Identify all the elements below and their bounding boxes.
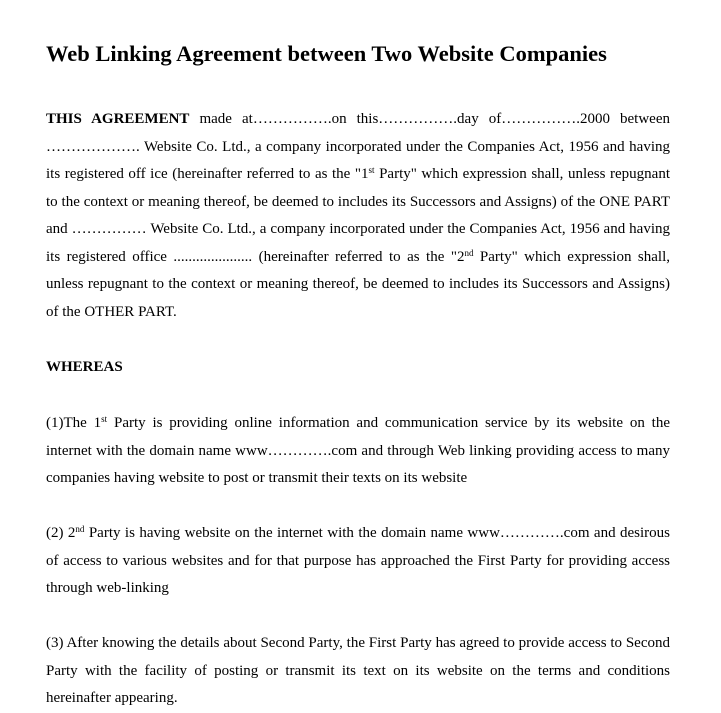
agreement-lead-bold: THIS AGREEMENT bbox=[46, 111, 190, 127]
document-title: Web Linking Agreement between Two Website Companies bbox=[46, 41, 607, 66]
whereas-clause-1 bbox=[46, 410, 670, 493]
whereas-heading: WHEREAS bbox=[46, 359, 123, 375]
clause-2-ordinal: nd bbox=[75, 524, 85, 534]
intro-text-2: Party" which expression shall, unless repugnant to the context or meaning thereof, be deemed to includes its Successors and Assigns) of the ONE PART and …………… Website Co. Ltd., a company incorporated under the Companies Act, 1956 and having its registered office ..................... (hereinafter referred to as the "2 bbox=[46, 166, 670, 265]
whereas-clause-3: (3) After knowing the details about Second Party, the First Party has agreed to provide access to Second Party with the facility of posting or transmit its text on its website on the terms and conditions hereinafter appearing. bbox=[46, 635, 670, 706]
intro-text-1: made at…………….on this…………….day of…………….2000 between ………………. Website Co. Ltd., a company incorporated under the Companies Act, 1956 and having its registered off ice (hereinafter referred to as the "1 bbox=[46, 111, 670, 182]
intro-text-3: Party" which expression shall, unless repugnant to the context or meaning thereof, be deemed to includes its Successors and Assigns) of the OTHER PART. bbox=[46, 248, 670, 320]
clause-2-text-1: (2) 2 bbox=[46, 525, 76, 541]
clause-1-text-2: Party is providing online information and communication service by its website on the internet with the domain name www………….com and through Web linking providing access to many companies having website to post or transmit their texts on its website bbox=[46, 415, 670, 486]
agreement-intro-paragraph bbox=[46, 106, 670, 326]
whereas-clause-2 bbox=[46, 520, 670, 603]
second-party-ordinal: nd bbox=[464, 247, 474, 258]
clause-1-ordinal: st bbox=[101, 414, 108, 424]
clause-1-text-1: (1)The 1 bbox=[46, 415, 102, 431]
clause-2-text-2: Party is having website on the internet with the domain name www………….com and desirous of access to various websites and for that purpose has approached the First Party for providing access through web-linking bbox=[46, 525, 670, 596]
first-party-ordinal: st bbox=[368, 165, 375, 175]
